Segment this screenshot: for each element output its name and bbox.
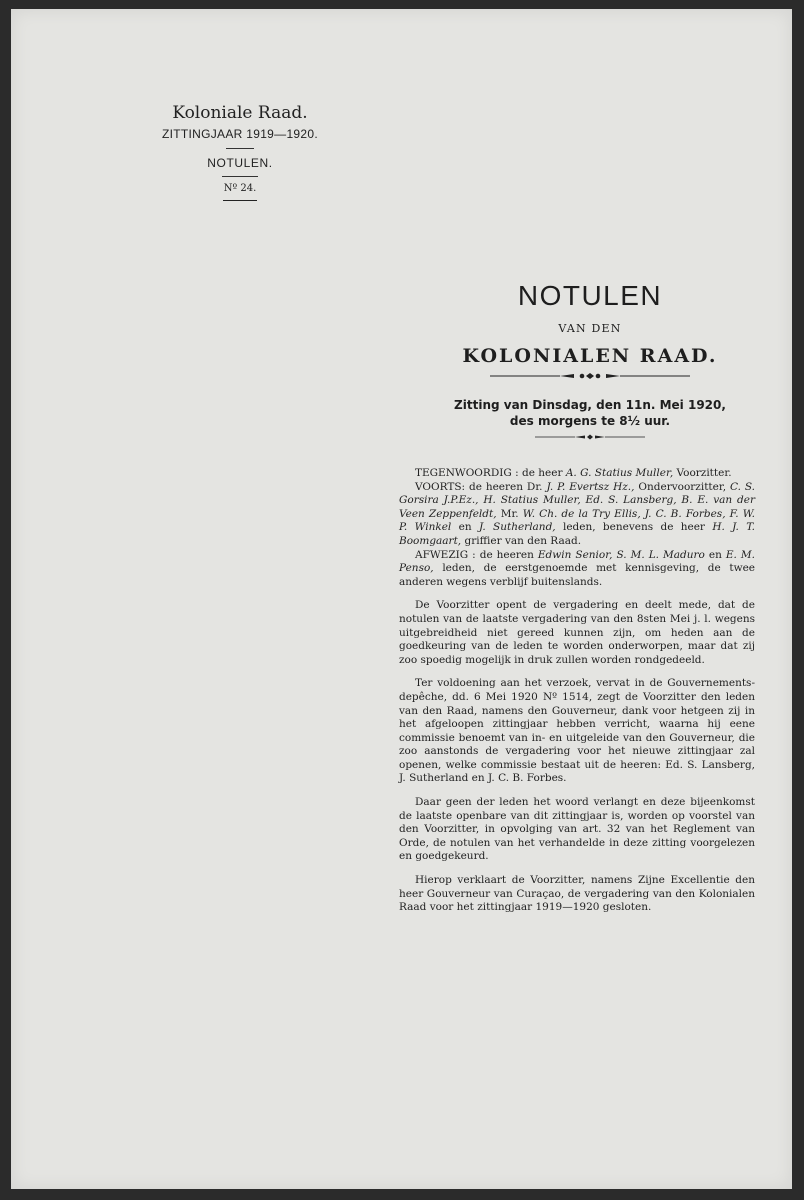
header-divider — [226, 148, 254, 149]
paragraph: Daar geen der leden het woord verlangt en deze bijeenkomst de laatste openbare van dit zittingjaar is, worden op voorstel van den Voorzitter, in opvolging van art. 32 van het Reglement van Orde, de notulen van het verhandelde in deze zitting voorgelezen en goedgekeurd. — [399, 796, 755, 863]
session-time: des morgens te 8½ uur. — [509, 414, 671, 428]
document-type: NOTULEN. — [207, 156, 273, 170]
paragraph: De Voorzitter opent de vergadering en deelt mede, dat de notulen van de laatste vergadering van den 8sten Mei j. l. wegens uitgebreidheid niet gereed kunnen zijn, om heden aan de goedkeuring van de leden te worden onderworpen, maar dat zij zoo spoedig mogelijk in druk zullen worden rondgedeeld. — [399, 599, 755, 666]
document-number: Nº 24. — [223, 183, 257, 194]
title-subline: VAN DEN — [558, 322, 622, 335]
attendance-also: VOORTS: de heeren Dr. J. P. Evertsz Hz., Ondervoorzitter, C. S. Gorsira J.P.Ez., H. Statius Muller, Ed. S. Lansberg, B. E. van der Veen Zeppenfeldt, Mr. W. Ch. de la Try Ellis, J. C. B. Forbes, F. W. P. Winkel en J. Sutherland, leden, benevens de heer H. J. T. Boomgaart, griffier van den Raad. — [399, 480, 756, 547]
organization-name: Koloniale Raad. — [172, 103, 308, 123]
paragraph: Ter voldoening aan het verzoek, vervat in de Gouvernements-depêche, dd. 6 Mei 1920 Nº 1514, zegt de Voorzitter den leden van den Raad, namens den Gouverneur, dank voor hetgeen zij in het afgeloopen zittingjaar hebben verricht, waarna hij eene commissie benoemt van in- en uitgeleide van den Gouverneur, die zoo aanstonds de vergadering voor het nieuwe zittingjaar zal openen, welke commissie bestaat uit de heeren: Ed. S. Lansberg, J. Sutherland en J. C. B. Forbes. — [399, 677, 755, 785]
attendance-present: TEGENWOORDIG : de heer A. G. Statius Muller, Voorzitter. — [415, 467, 732, 479]
session-year: ZITTINGJAAR 1919—1920. — [162, 127, 318, 141]
title-block — [440, 280, 740, 441]
attendance-absent: AFWEZIG : de heeren Edwin Senior, S. M. L. Maduro en E. M. Penso, leden, de eerstgenoemde met kennisgeving, de twee anderen wegens verblijf buitenslands. — [399, 548, 755, 588]
session-date: Zitting van Dinsdag, den 11n. Mei 1920, — [454, 398, 726, 412]
page-title: NOTULEN — [517, 280, 663, 311]
minutes-body — [399, 467, 755, 925]
paragraph: Hierop verklaart de Voorzitter, namens Zijne Excellentie den heer Gouverneur van Curaçao, de vergadering van den Kolonialen Raad voor het zittingjaar 1919—1920 gesloten. — [399, 874, 755, 914]
document-header — [120, 103, 360, 201]
ornament-divider-icon — [490, 371, 690, 381]
council-name: KOLONIALEN RAAD. — [462, 345, 718, 367]
header-divider — [223, 200, 257, 201]
header-divider — [222, 176, 258, 177]
ornament-divider-icon — [535, 433, 645, 441]
